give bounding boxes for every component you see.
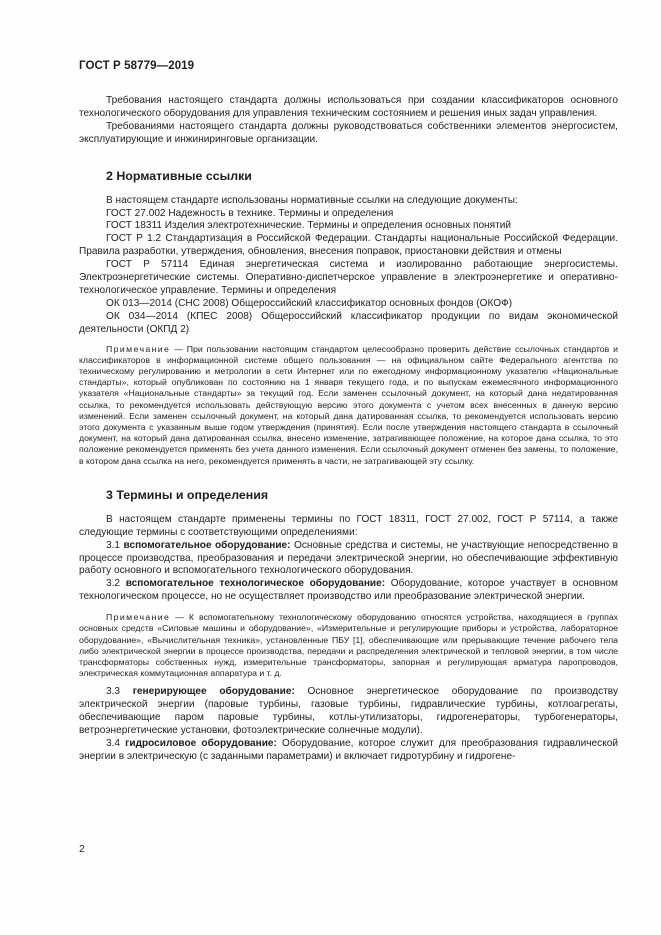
normative-reference: ОК 034—2014 (КПЕС 2008) Общероссийский классификатор продукции по видам экономической деятельности (ОКПД 2) bbox=[79, 310, 618, 335]
section-3-heading: 3 Термины и определения bbox=[106, 487, 269, 502]
term-number: 3.4 bbox=[106, 738, 126, 750]
term-name: вспомогательное оборудование: bbox=[123, 539, 291, 551]
term-name: вспомогательное технологическое оборудование: bbox=[125, 578, 386, 590]
section-3-lead: В настоящем стандарте применены термины по ГОСТ 18311, ГОСТ 27.002, ГОСТ Р 57114, а также следующие термины с соответствующими определениями: bbox=[79, 513, 618, 538]
section-2-heading: 2 Нормативные ссылки bbox=[106, 168, 252, 183]
term-definition: Основное энергетическое оборудование по производству электрической энергии (паровые турбины, газовые турбины, гидравлические турбины, котлоагрегаты, обеспечивающие паром паровые турбины, котлы-утилизаторы, гидрогенераторы, турбогенераторы, ветроэнергетические установки, фотоэлектрические солнечные модули). bbox=[79, 686, 618, 737]
term-number: 3.3 bbox=[106, 686, 133, 698]
note-label: Примечание bbox=[106, 612, 171, 623]
intro-paragraph: Требованиями настоящего стандарта должны руководствоваться собственники элементов энергосистем, эксплуатирующие и инжиниринговые организации. bbox=[79, 120, 618, 145]
term-name: гидросиловое оборудование: bbox=[125, 738, 277, 750]
term-3-4 bbox=[79, 738, 618, 764]
term-3-3 bbox=[79, 686, 618, 738]
page-number: 2 bbox=[79, 843, 85, 855]
term-definition: Оборудование, которое участвует в основном технологическом процессе, но не осуществляет производство или преобразование электрической энергии. bbox=[79, 578, 618, 603]
section-3-note bbox=[79, 612, 618, 679]
normative-reference: ГОСТ 18311 Изделия электротехнические. Термины и определения основных понятий bbox=[106, 220, 511, 232]
note-text: — К вспомогательному технологическому оборудованию относятся устройства, находящиеся в группах основных средств «Силовые машины и оборудование», «Измерительные и регулирующие приборы и устройства, лабораторное оборудование», «Вычислительная техника», установленные ПБУ [1], обеспечивающие или прерывающие течение рабочего тела либо электрической энергии в процессе производства, передачи и распределения электрической и тепловой энергии, в том числе трансформаторы собственных нужд, измерительные трансформаторы, запорная и регулирующая арматура паропроводов, электрическая коммутационная аппаратура и т. д. bbox=[79, 612, 618, 679]
standard-header: ГОСТ Р 58779—2019 bbox=[79, 60, 195, 72]
term-definition: Основные средства и системы, не участвующие непосредственно в процессе производства, преобразования и передачи электрической энергии, но обеспечивающие эффективную работу основного и вспомогательного технологического оборудования. bbox=[79, 539, 618, 577]
normative-reference: ГОСТ Р 57114 Единая энергетическая система и изолированно работающие энергосистемы. Электроэнергетические системы. Оперативно-диспетчерское управление в электроэнергетике и оперативно-технологическое управление. Термины и определения bbox=[79, 259, 618, 296]
term-name: генерирующее оборудование: bbox=[132, 686, 295, 698]
term-3-1 bbox=[79, 540, 618, 579]
normative-reference: ГОСТ Р 1.2 Стандартизация в Российской Федерации. Стандарты национальные Российской Федерации. Правила разработки, утверждения, обновления, внесения поправок, приостановки действия и отмены bbox=[79, 233, 618, 258]
normative-reference: ГОСТ 27.002 Надежность в технике. Термины и определения bbox=[106, 207, 394, 219]
normative-reference: ОК 013—2014 (СНС 2008) Общероссийский классификатор основных фондов (ОКОФ) bbox=[106, 297, 513, 309]
term-definition: Оборудование, которое служит для преобразования гидравлической энергии в электрическую (с заданными параметрами) и включает гидротурбину и гидрогене- bbox=[79, 738, 618, 762]
page-body bbox=[79, 95, 618, 764]
term-3-2 bbox=[79, 578, 618, 604]
section-2-note bbox=[79, 344, 618, 467]
section-2-lead: В настоящем стандарте использованы нормативные ссылки на следующие документы: bbox=[106, 194, 518, 206]
intro-paragraph: Требования настоящего стандарта должны использоваться при создании классификаторов основного технологического оборудования для управления техническим состоянием и решения иных задач управления. bbox=[79, 95, 618, 119]
note-label: Примечание bbox=[106, 343, 171, 354]
note-text: — При пользовании настоящим стандартом целесообразно проверить действие ссылочных стандартов и классификаторов в информационной системе общего пользования — на официальном сайте Федерального агентства по техническому регулированию и метрологии в сети Интернет или по ежегодному информационному указателю «Национальные стандарты», который опубликован по состоянию на 1 января текущего года, и по выпускам ежемесячного информационного указателя «Национальные стандарты» за текущий год. Если заменен ссылочный документ, на который дана недатированная ссылка, то рекомендуется использовать действующую версию этого документа с учетом всех внесенных в данную версию изменений. Если заменен ссылочный документ, на который дана датированная ссылка, то рекомендуется использовать версию этого документа с указанным выше годом утверждения (принятия). Если после утверждения настоящего стандарта в ссылочный документ, на который дана датированная ссылка, внесено изменение, затрагивающее положение, на которое дана ссылка, то это положение рекомендуется применять без учета данного изменения. Если ссылочный документ отменен без замены, то положение, в котором дана ссылка на него, рекомендуется применять в части, не затрагивающей эту ссылку. bbox=[79, 343, 618, 466]
term-number: 3.2 bbox=[106, 578, 126, 590]
term-number: 3.1 bbox=[106, 539, 124, 551]
